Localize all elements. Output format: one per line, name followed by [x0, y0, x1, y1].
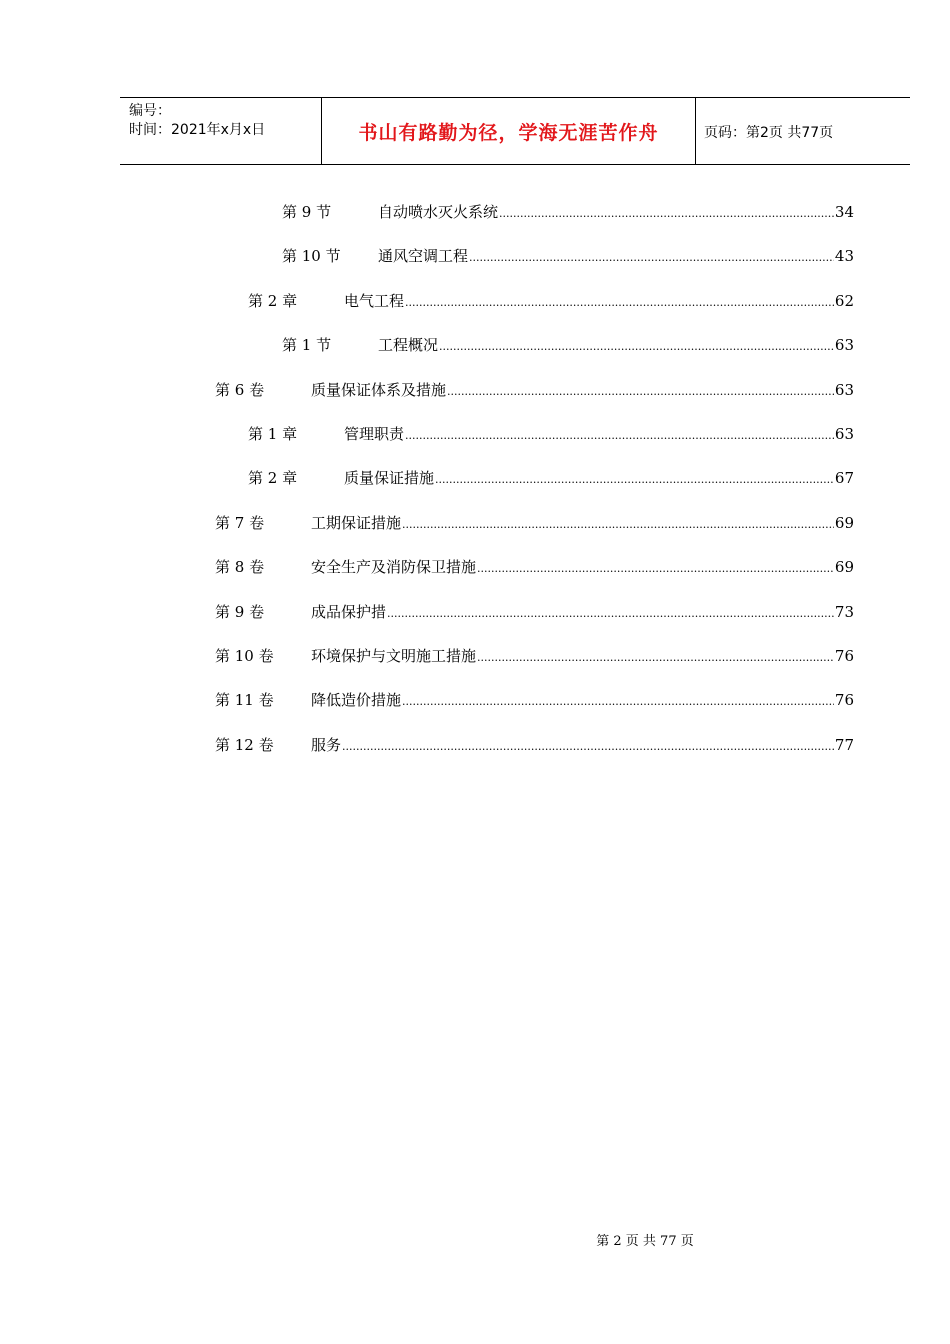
toc-entry-number: 第 10 节 — [282, 247, 341, 266]
toc-entry-page: 63 — [834, 380, 854, 399]
toc-entry[interactable] — [248, 466, 854, 490]
toc-entry-page: 62 — [834, 291, 854, 310]
toc-entry[interactable] — [282, 333, 854, 357]
toc-dot-leader — [439, 335, 834, 359]
toc-dot-leader — [405, 291, 834, 315]
toc-entry[interactable] — [215, 555, 854, 579]
toc-entry[interactable] — [215, 688, 854, 712]
header-page-cell — [695, 98, 910, 164]
toc-entry-number: 第 12 卷 — [215, 735, 274, 754]
toc-entry-page: 69 — [834, 513, 854, 532]
header-meta-cell — [120, 98, 321, 164]
toc-entry-title: 电气工程 — [344, 291, 405, 310]
toc-entry-page: 76 — [834, 647, 854, 665]
header-page-info: 页码：第2页 共77页 — [704, 125, 834, 141]
toc-entry[interactable] — [215, 644, 854, 668]
toc-entry-title: 工期保证措施 — [311, 513, 402, 532]
toc-entry-page: 63 — [834, 425, 854, 443]
toc-entry-page: 73 — [834, 602, 854, 621]
page-footer — [0, 1230, 950, 1249]
toc-entry-title: 管理职责 — [344, 425, 405, 443]
toc-entry-number: 第 9 卷 — [215, 602, 265, 621]
toc-entry[interactable] — [215, 600, 854, 624]
toc-entry-number: 第 1 节 — [282, 336, 332, 355]
toc-entry-title: 环境保护与文明施工措施 — [311, 647, 477, 665]
toc-entry-page: 63 — [834, 336, 854, 355]
header-motto-cell — [321, 98, 696, 164]
toc-entry[interactable] — [248, 289, 854, 313]
toc-entry-title: 安全生产及消防保卫措施 — [311, 558, 477, 577]
toc-entry-page: 69 — [834, 558, 854, 577]
toc-entry-title: 自动喷水灭火系统 — [378, 203, 499, 221]
toc-entry-title: 服务 — [311, 735, 342, 754]
toc-entry[interactable] — [215, 378, 854, 402]
toc-entry-number: 第 11 卷 — [215, 691, 274, 710]
toc-entry-number: 第 10 卷 — [215, 647, 274, 665]
doc-number-label: 编号： — [129, 103, 171, 119]
toc-dot-leader — [387, 602, 834, 626]
toc-entry-title: 降低造价措施 — [311, 691, 402, 710]
toc-dot-leader — [435, 468, 834, 492]
toc-dot-leader — [402, 690, 834, 714]
toc-entry-page: 77 — [834, 735, 854, 754]
toc-entry-title: 质量保证措施 — [344, 469, 435, 488]
toc-entry[interactable] — [215, 511, 854, 535]
toc-entry[interactable] — [248, 422, 854, 446]
toc-entry-page: 43 — [834, 247, 854, 266]
toc-entry-page: 76 — [834, 691, 854, 710]
date-label: 时间：2021年x月x日 — [129, 122, 266, 138]
toc-entry-number: 第 2 章 — [248, 469, 298, 488]
toc-dot-leader — [477, 557, 834, 581]
toc-entry-number: 第 1 章 — [248, 425, 298, 443]
toc-entry-title: 质量保证体系及措施 — [311, 380, 447, 399]
toc-dot-leader — [405, 424, 834, 448]
toc-entry-title: 通风空调工程 — [378, 247, 469, 266]
toc-entry[interactable] — [282, 200, 854, 224]
toc-dot-leader — [469, 246, 834, 270]
toc-entry-page: 67 — [834, 469, 854, 488]
header-motto: 书山有路勤为径，学海无涯苦作舟 — [358, 122, 659, 144]
toc-dot-leader — [402, 513, 834, 537]
toc-entry-number: 第 9 节 — [282, 203, 332, 221]
toc-entry-number: 第 8 卷 — [215, 558, 265, 577]
toc-dot-leader — [477, 646, 834, 670]
toc-entry-number: 第 7 卷 — [215, 513, 265, 532]
toc-dot-leader — [342, 735, 834, 759]
footer-page-number: 第 2 页 共 77 页 — [596, 1234, 694, 1249]
toc-entry-title: 成品保护措 — [311, 602, 387, 621]
toc-dot-leader — [447, 380, 834, 404]
toc-entry-number: 第 6 卷 — [215, 380, 265, 399]
toc-entry-page: 34 — [834, 203, 854, 221]
toc-entry[interactable] — [215, 733, 854, 757]
toc-dot-leader — [499, 202, 834, 226]
toc-entry-number: 第 2 章 — [248, 291, 298, 310]
toc-entry[interactable] — [282, 244, 854, 268]
page-header — [120, 97, 910, 165]
toc-entry-title: 工程概况 — [378, 336, 439, 355]
